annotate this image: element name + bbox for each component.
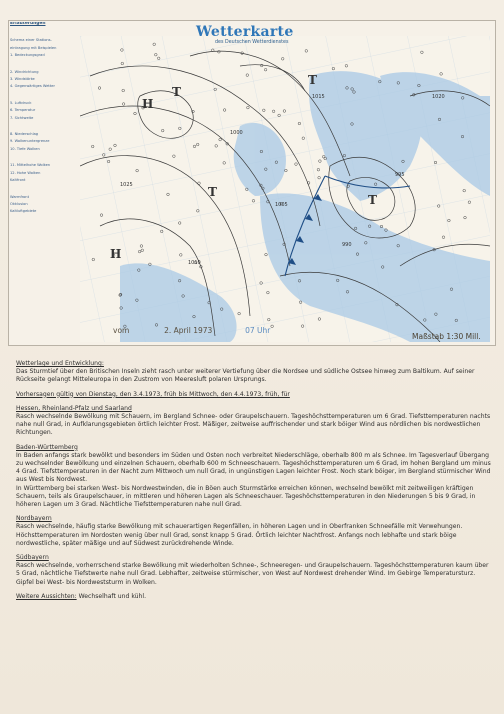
map-title: Wetterkarte [196,24,294,40]
section-body-baden-2: In Württemberg bei starken West- bis Nordwestwinden, die in Böen auch Sturmstärke erreichen können, wechselnd bewölkt mit zeitweiligen kräftigen Schauern, teils als Graupelschauer, in mittleren und höheren Lagen als Schneeschauer. Tageshöchsttemperaturen in den Niederungen 5 bis 9 Grad, in höheren Lagen um 3 Grad. Nächtliche Tiefsttemperaturen nahe null Grad. [16,484,476,509]
legend-item: 5. Luftdruck [10,100,32,105]
legend-item: 8. Niederschlag [10,132,39,137]
isobar-value-label: 1010 [188,260,201,266]
isobar-value-label: 1000 [230,130,243,136]
forecast-text [16,360,492,601]
date-prefix: vom [113,326,130,335]
pressure-center-label: T [308,73,317,87]
legend-item: Okklusion [10,201,28,206]
legend-item: Kaltluftgebiete [10,209,37,214]
isobar-value-label: 990 [342,242,352,248]
validity-line: Vorhersagen gültig von Dienstag, den 3.4.1973, früh bis Mittwoch, den 4.4.1973, früh, für [16,390,290,398]
legend-item: 7. Sichtweite [10,115,34,120]
section-body-wetterlage: Das Sturmtief über den Britischen Inseln zieht rasch unter weiterer Vertiefung über die Nordsee und südliche Ostsee hinweg zum Baltikum. Auf seiner Rückseite gelangt Mitteleuropa in den Zustrom von Meeresluft polaren Ursprungs. [16,368,475,384]
map-date: 2. April 1973 [164,326,213,335]
legend-item: Schema einer Stations- [10,38,52,43]
legend-item: 6. Temperatur [10,108,36,113]
section-heading-wetterlage: Wetterlage und Entwicklung: [16,360,104,367]
map-legend [10,22,82,338]
map-time: 07 Uhr [245,326,271,335]
legend-item: 2. Windrichtung [10,69,39,74]
legend-item: 10. Tiefe Wolken [10,146,40,151]
isobar-value-label: 1015 [312,94,325,100]
outlook-body: Wechselhaft und kühl. [78,592,147,600]
isobar-value-label: 1005 [275,202,288,208]
pressure-center-label: T [368,193,377,207]
legend-item: Warmfront [10,194,29,199]
legend-item: Kaltfront [10,178,26,183]
section-body-suedbayern: Rasch wechselnde, vorherrschend starke Bewölkung mit wiederholten Schnee-, Schneeregen- und Graupelschauern. Tageshöchsttemperaturen kaum über 5 Grad, nächtliche Tiefstwerte nahe null Grad. Lebhafter, zeitweise stürmischer, von West auf Nordwest drehender Wind. Im Gebirge Temperatursturz. Gipfel bei West- bis Nordweststurm in Wolken. [16,562,489,586]
map-subtitle: des Deutschen Wetterdienstes [215,40,289,45]
pressure-center-label: H [142,97,154,111]
section-heading-nordbayern: Nordbayern [16,515,52,523]
legend-item: 12. Hohe Wolken [10,170,41,175]
map-date-line [113,326,270,335]
section-heading-suedbayern: Südbayern [16,554,49,562]
isobar-value-label: 1025 [120,182,133,188]
legend-item: 4. Gegenwärtiges Wetter [10,84,55,89]
outlook-heading: Weitere Aussichten: [16,592,77,600]
legend-item: 3. Windstärke [10,77,35,82]
legend-title: Erläuterungen [10,22,46,26]
legend-item: 1. Bedeckungsgrad [10,53,45,58]
weather-map [80,36,490,342]
section-body-hessen: Rasch wechselnde Bewölkung mit Schauern, im Bergland Schnee- oder Graupelschauern. Tageshöchsttemperaturen um 6 Grad. Tiefsttemperaturen nachts nahe null Grad, in Aufklarungsgebieten örtlich leichter Frost. Mäßiger, zeitweise auffrischender und stark böiger Wind aus nördlichen bis nordwestlichen Richtungen. [16,413,491,437]
legend-item: 9. Wolkenuntergrenze [10,139,50,144]
pressure-center-label: H [110,247,122,261]
map-scale: Maßstab 1:30 Mill. [412,332,481,341]
legend-item: eintragung mit Beispielen [10,45,57,50]
section-body-baden-1: In Baden anfangs stark bewölkt und besonders im Süden und Osten noch verbreitet Niederschläge, oberhalb 800 m als Schnee. Im Tagesverlauf Übergang zu wechselnder Bewölkung und einzelnen Schauern, oberhalb 600 m Schneeschauern. Tageshöchsttemperaturen um 6 Grad, im hohen Bergland um minus 4 Grad. Tiefsttemperaturen in der Nacht zum Mittwoch um null Grad, in ungünstigen Lagen leichter Frost. Noch stark böiger, im Bergland stürmischer Wind aus West bis Nordwest. [16,451,491,484]
isobar-value-label: 1020 [432,94,445,100]
pressure-center-label: T [208,185,217,199]
pressure-center-label: T [172,85,181,99]
section-heading-hessen: Hessen, Rheinland-Pfalz und Saarland [16,404,132,412]
legend-item: 11. Mittelhohe Wolken [10,163,51,168]
section-heading-baden: Baden-Württemberg [16,443,78,451]
section-body-nordbayern: Rasch wechselnde, häufig starke Bewölkung mit schauerartigen Regenfällen, in höheren Lagen und in Oberfranken Schneefälle mit Verwehungen. Höchsttemperaturen im Nordosten wenig über null Grad, sonst knapp 5 Grad. Örtlich leichter Nachtfrost. Anfangs noch lebhafte und stark böige nordwestliche, später mäßige und auf Südwest zurückdrehende Winde. [16,523,463,547]
isobar-value-label: 995 [395,172,405,178]
